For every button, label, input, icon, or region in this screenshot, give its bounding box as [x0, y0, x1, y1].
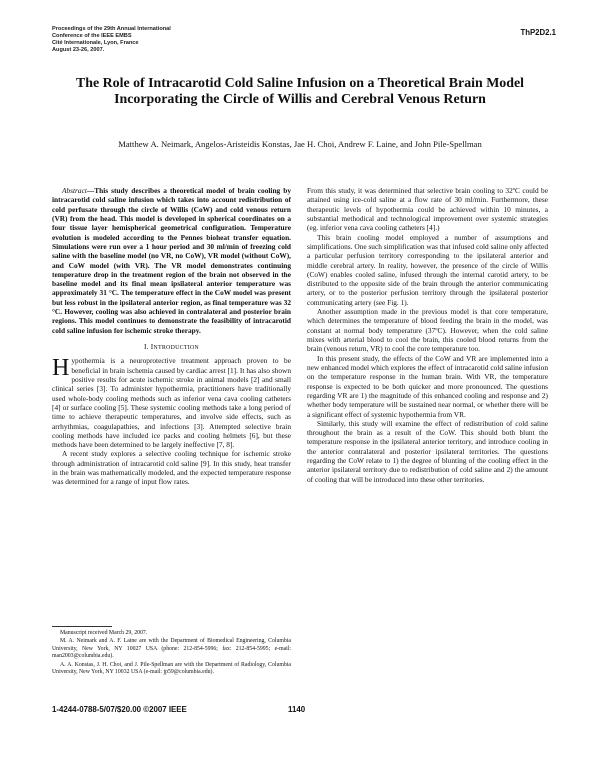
proceedings-line: Conference of the IEEE EMBS — [52, 32, 132, 39]
section-title-rest: NTRODUCTION — [153, 345, 199, 351]
footnote: M. A. Neimark and A. F. Laine are with the Department of Biomedical Engineering, Columbia University, New York, NY 10027 USA (phone: 212-854-5996; fax: 212-854-5995; e-mail: man2003@columbia.edu). — [52, 638, 291, 660]
body-paragraph: In this present study, the effects of the CoW and VR are implemented into a new enhanced model which explores the effect of intracarotid cold saline infusion on the temperature response in the human brain. With VR, the temperature response is expected to be both quicker and more pronounced. The questions regarding VR are 1) the magnitude of this enhanced cooling and response and 2) whether body temperature will be sustained near normal, or whether there will be a significant effect of systemic hypothermia from VR. — [307, 353, 548, 419]
proceedings-line: Proceedings of the 29th Annual International — [52, 26, 171, 32]
body-paragraph: From this study, it was determined that selective brain cooling to 32ºC could be attained using ice-cold saline at a flow rate of 30 ml/min. Furthermore, these therapeutic levels of hypothermia could be achieved within 10 minutes, a substantial methodical and technological improvement over systemic strategies (eg. inferior vena cava cooling catheters [4].) — [307, 186, 548, 233]
abstract-text: —This study describes a theoretical model of brain cooling by intracarotid cold saline infusion which takes into account redistribution of cold perfusate through the circle of Willis (CoW) and cold venous return (VR) from the head. This model is developed in spherical coordinates on a four tissue layer hemispherical geometrical configuration. Temperature evolution is modeled according to the Pennes bioheat transfer equation. Simulations were run over a 1 hour period and 30 ml/min of freezing cold saline with the baseline model (no VR, no CoW), VR model (without CoW), and CoW model (with VR). The VR model demonstrates continuing temperature drop in the treatment region of the brain not observed in the baseline model and its final mean ipsilateral anterior temperature was approximately 31 °C. The temperature effect in the CoW model was present but less robust in the ipsilateral anterior region, as final temperature was 32 °C. However, cooling was also achieved in contralateral and posterior brain regions. This model continues to demonstrate the feasibility of intracarotid cold saline infusion for ischemic stroke therapy. — [52, 186, 291, 335]
proceedings-header — [52, 26, 312, 54]
section-number: I. — [144, 342, 149, 351]
body-paragraph: Another assumption made in the previous model is that core temperature, which determines the temperature of blood feeding the brain in the model, was constant at normal body temperature (37ºC). However, when the cold saline mixes with arterial blood to cool the brain, this cooled blood returns from the brain (venous return, VR) to cool the core temperature too. — [307, 307, 548, 354]
author-list: Matthew A. Neimark, Angelos-Aristeidis Konstas, Jae H. Choi, Andrew F. Laine, and John Pile-Spellman — [118, 139, 482, 149]
body-paragraph: Similarly, this study will examine the effect of redistribution of cold saline throughout the brain as a result of the CoW. This should both blunt the temperature response in the ipsilateral anterior territory, and introduce cooling in the anterior contralateral and posterior ipsilateral territories. The questions regarding the CoW relate to 1) the degree of blunting of the cooling effect in the anterior ipsilateral territory due to redistribution of cold saline and 2) the amount of cooling that will be introduced into these other territories. — [307, 418, 548, 484]
footnotes — [52, 630, 291, 677]
intro-paragraph-1 — [52, 356, 291, 449]
section-title-initial: I — [150, 342, 154, 351]
section-heading-introduction — [52, 342, 291, 353]
footnote: A. A. Konstas, J. H. Choi, and J. Pile-Spellman are with the Department of Radiology, Columbia University, New York, NY 10032 USA (e-mail: jp59@columbia.edu). — [52, 661, 291, 676]
abstract-label: Abstract — [62, 186, 87, 195]
proceedings-line: August 23-26, 2007. — [52, 46, 105, 53]
drop-cap: H — [52, 355, 70, 382]
body-paragraph: This brain cooling model employed a number of assumptions and simplifications. One such simplification was that infused cold saline only affected a particular perfusion territory corresponding to the ipsilateral anterior and middle cerebral artery. In reality, however, the presence of the circle of Willis (CoW) enables cooled saline, infused through the internal carotid artery, to be distributed to the opposite side of the brain through the anterior communicating artery, or to the posterior perfusion territory through the ipsilateral posterior communicating artery (see Fig. 1). — [307, 232, 548, 307]
intro-paragraph-2: A recent study explores a selective cooling technique for ischemic stroke through administration of intracarotid cold saline [9]. In this study, heat transfer in the brain was mathematically modeled, and the expected temperature response was determined for a range of input flow rates. — [52, 449, 291, 487]
intro-paragraph-1-text: ypothermia is a neuroprotective treatment approach proven to be beneficial in brain ischemia caused by cardiac arrest [1]. It has also shown positive results for acute ischemic stroke in animal models [2] and small clinical series [3]. To administer hypothermia, practitioners have traditionally used whole-body cooling methods such as inferior vena cava cooling catheters [4] or surface cooling [5]. These systemic cooling methods take a long period of time to achieve therapeutic temperatures, and involve side effects, such as arrhythmias, coagulapathies, and infections [3]. Attempted selective brain cooling methods have included ice packs and cooling helmets [6], but these methods have been determined to be largely ineffective [7, 8]. — [52, 356, 291, 450]
left-column — [52, 186, 291, 487]
abstract — [52, 186, 291, 335]
footnote: Manuscript received March 29, 2007. — [60, 630, 148, 636]
page-number: 1140 — [288, 705, 306, 714]
proceedings-line: Cité Internationale, Lyon, France — [52, 39, 139, 46]
isbn-copyright: 1-4244-0788-5/07/$20.00 ©2007 IEEE — [52, 705, 187, 714]
right-column — [307, 186, 548, 484]
paper-code: ThP2D2.1 — [520, 28, 556, 37]
footnote-divider — [52, 626, 112, 627]
paper-title: The Role of Intracarotid Cold Saline Infusion on a Theoretical Brain Model Incorporating the Circle of Willis and Cerebral Venous Return — [76, 76, 524, 108]
